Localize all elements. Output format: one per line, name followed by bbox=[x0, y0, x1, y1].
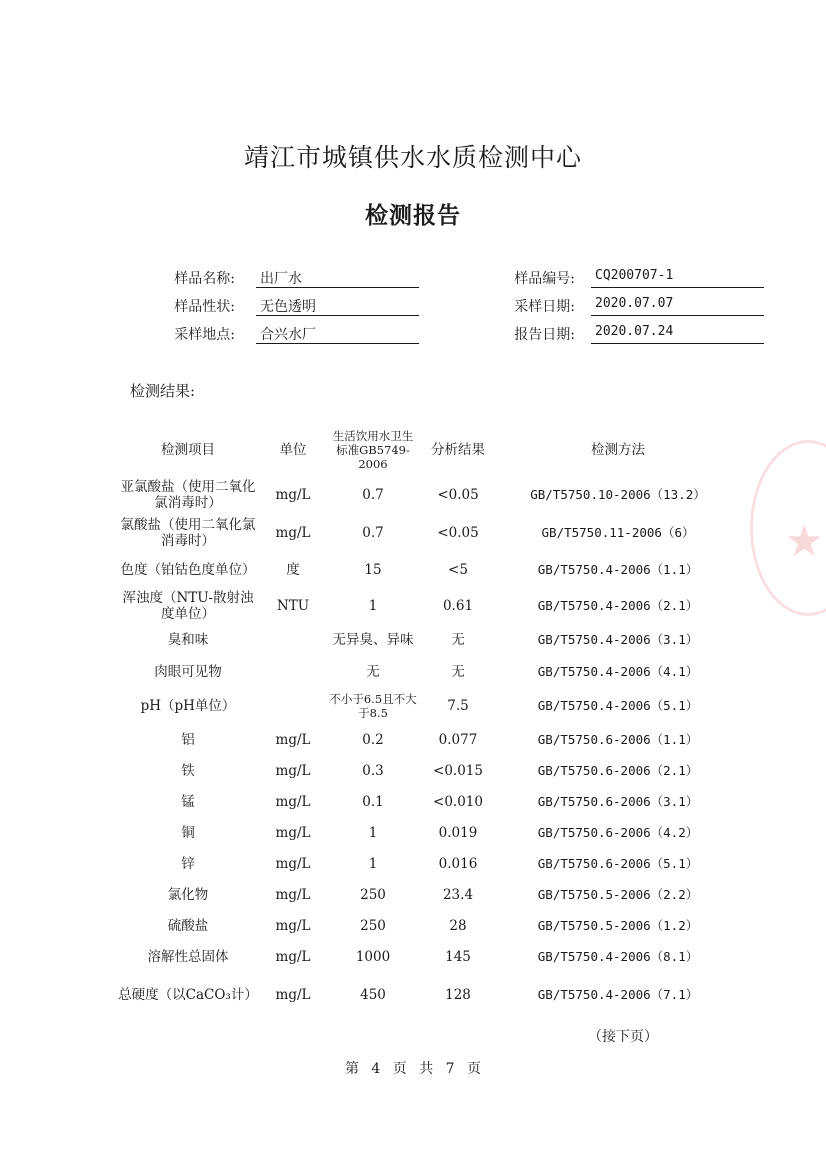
row-unit: mg/L bbox=[275, 948, 311, 965]
row-method: GB/T5750.4-2006（4.1） bbox=[537, 664, 699, 679]
row-item: 臭和味 bbox=[167, 632, 209, 648]
header-method: 检测方法 bbox=[591, 442, 645, 458]
row-item: 溶解性总固体 bbox=[147, 948, 229, 965]
row-standard: 0.7 bbox=[362, 525, 384, 541]
table-row bbox=[118, 941, 738, 972]
row-standard: 250 bbox=[360, 886, 386, 903]
row-result: 28 bbox=[449, 917, 467, 934]
row-unit: mg/L bbox=[275, 917, 311, 934]
sampling-place-label: 采样地点: bbox=[174, 327, 235, 343]
row-standard: 15 bbox=[364, 562, 382, 578]
report-date-value: 2020.07.24 bbox=[591, 324, 764, 344]
continued-note: （接下页） bbox=[588, 1029, 658, 1045]
header-result: 分析结果 bbox=[431, 442, 485, 458]
row-result: 0.077 bbox=[438, 731, 478, 748]
row-method: GB/T5750.4-2006（2.1） bbox=[537, 598, 699, 613]
row-item: 色度（铂钴色度单位） bbox=[120, 562, 256, 578]
seal-star-icon: ★ bbox=[784, 516, 824, 567]
sample-name-value: 出厂水 bbox=[256, 268, 419, 288]
row-item: 锰 bbox=[181, 793, 195, 810]
row-item: 铝 bbox=[181, 731, 195, 748]
table-row bbox=[118, 624, 738, 656]
header-unit: 单位 bbox=[279, 442, 307, 458]
sample-state-label: 样品性状: bbox=[174, 299, 235, 315]
report-date-label: 报告日期: bbox=[514, 327, 575, 343]
row-standard: 0.1 bbox=[362, 793, 384, 810]
row-method: GB/T5750.5-2006（1.2） bbox=[537, 917, 699, 933]
table-row bbox=[118, 688, 738, 724]
row-result: 无 bbox=[451, 632, 465, 648]
row-result: <0.05 bbox=[437, 487, 479, 503]
row-standard: 0.2 bbox=[362, 731, 384, 748]
organization-title: 靖江市城镇供水水质检测中心 bbox=[243, 143, 582, 172]
row-result: <0.010 bbox=[433, 793, 483, 810]
table-row bbox=[118, 724, 738, 755]
row-unit bbox=[258, 656, 328, 688]
row-result: 无 bbox=[451, 664, 465, 680]
row-result: 23.4 bbox=[442, 886, 474, 903]
sample-state-value: 无色透明 bbox=[256, 296, 419, 316]
table-row bbox=[118, 879, 738, 910]
row-result: 128 bbox=[445, 986, 471, 1003]
sample-no-label: 样品编号: bbox=[514, 271, 575, 287]
row-standard: 1 bbox=[368, 598, 378, 614]
header-item: 检测项目 bbox=[161, 442, 215, 458]
row-method: GB/T5750.6-2006（5.1） bbox=[537, 855, 699, 871]
sampling-date-value: 2020.07.07 bbox=[591, 296, 764, 316]
row-method: GB/T5750.4-2006（5.1） bbox=[537, 698, 699, 713]
row-item: 总硬度（以CaCO₃计） bbox=[118, 986, 258, 1003]
row-result: <5 bbox=[448, 562, 468, 578]
row-unit: NTU bbox=[276, 598, 310, 614]
row-standard: 1000 bbox=[355, 948, 391, 965]
row-method: GB/T5750.11-2006（6） bbox=[541, 525, 695, 540]
table-row bbox=[118, 476, 738, 514]
section-title: 检测结果: bbox=[130, 382, 196, 400]
header-standard: 生活饮用水卫生标准GB5749-2006 bbox=[332, 429, 414, 471]
report-title: 检测报告 bbox=[365, 202, 461, 229]
row-item: 铜 bbox=[181, 824, 195, 841]
row-method: GB/T5750.4-2006（1.1） bbox=[537, 562, 699, 577]
row-standard: 0.3 bbox=[362, 762, 384, 779]
row-method: GB/T5750.10-2006（13.2） bbox=[530, 487, 706, 502]
row-standard: 250 bbox=[360, 917, 386, 934]
row-unit: mg/L bbox=[275, 731, 311, 748]
row-result: 7.5 bbox=[447, 698, 469, 714]
row-item: 浑浊度（NTU-散射浊度单位） bbox=[122, 590, 254, 622]
table-row bbox=[118, 552, 738, 588]
table-row bbox=[118, 972, 738, 1017]
row-method: GB/T5750.4-2006（7.1） bbox=[537, 986, 699, 1002]
row-item: 氯化物 bbox=[167, 886, 209, 903]
row-method: GB/T5750.4-2006（3.1） bbox=[537, 632, 699, 647]
row-item: pH（pH单位） bbox=[140, 698, 236, 714]
row-result: <0.015 bbox=[433, 762, 483, 779]
table-row bbox=[118, 817, 738, 848]
row-item: 硫酸盐 bbox=[167, 917, 209, 934]
row-unit: mg/L bbox=[275, 886, 311, 903]
table-row bbox=[118, 755, 738, 786]
page-footer: 第 4 页 共 7 页 bbox=[344, 1061, 482, 1077]
row-unit bbox=[258, 688, 328, 724]
table-header-row bbox=[118, 424, 738, 476]
row-method: GB/T5750.6-2006（4.2） bbox=[537, 824, 699, 840]
row-unit: mg/L bbox=[275, 793, 311, 810]
row-method: GB/T5750.6-2006（1.1） bbox=[537, 731, 699, 747]
row-result: 0.61 bbox=[442, 598, 474, 614]
row-unit bbox=[258, 624, 328, 656]
row-item: 锌 bbox=[181, 855, 195, 872]
table-row bbox=[118, 910, 738, 941]
row-standard: 无异臭、异味 bbox=[332, 632, 414, 648]
row-unit: 度 bbox=[286, 562, 300, 578]
row-item: 铁 bbox=[181, 762, 195, 779]
sampling-date-label: 采样日期: bbox=[514, 299, 575, 315]
row-item: 肉眼可见物 bbox=[154, 664, 222, 680]
row-standard: 无 bbox=[366, 664, 380, 680]
row-method: GB/T5750.4-2006（8.1） bbox=[537, 948, 699, 964]
row-standard: 0.7 bbox=[362, 487, 384, 503]
row-result: 0.019 bbox=[438, 824, 478, 841]
sample-no-value: CQ200707-1 bbox=[591, 268, 764, 288]
row-unit: mg/L bbox=[275, 986, 311, 1003]
row-standard: 不小于6.5且不大于8.5 bbox=[329, 692, 417, 720]
row-method: GB/T5750.5-2006（2.2） bbox=[537, 886, 699, 902]
row-method: GB/T5750.6-2006（2.1） bbox=[537, 762, 699, 778]
row-item: 亚氯酸盐（使用二氧化氯消毒时） bbox=[120, 479, 256, 511]
table-row bbox=[118, 514, 738, 552]
sample-name-label: 样品名称: bbox=[174, 271, 235, 287]
row-result: <0.05 bbox=[437, 525, 479, 541]
row-unit: mg/L bbox=[275, 824, 311, 841]
table-row bbox=[118, 588, 738, 624]
results-table bbox=[118, 424, 738, 1017]
row-standard: 1 bbox=[368, 855, 378, 872]
table-row bbox=[118, 848, 738, 879]
row-unit: mg/L bbox=[275, 762, 311, 779]
row-unit: mg/L bbox=[275, 525, 311, 541]
row-unit: mg/L bbox=[275, 487, 311, 503]
row-result: 145 bbox=[445, 948, 471, 965]
row-standard: 450 bbox=[360, 986, 386, 1003]
row-method: GB/T5750.6-2006（3.1） bbox=[537, 793, 699, 809]
row-result: 0.016 bbox=[438, 855, 478, 872]
row-standard: 1 bbox=[368, 824, 378, 841]
row-unit: mg/L bbox=[275, 855, 311, 872]
row-item: 氯酸盐（使用二氧化氯消毒时） bbox=[120, 517, 256, 549]
table-row bbox=[118, 786, 738, 817]
table-row bbox=[118, 656, 738, 688]
sampling-place-value: 合兴水厂 bbox=[256, 324, 419, 344]
